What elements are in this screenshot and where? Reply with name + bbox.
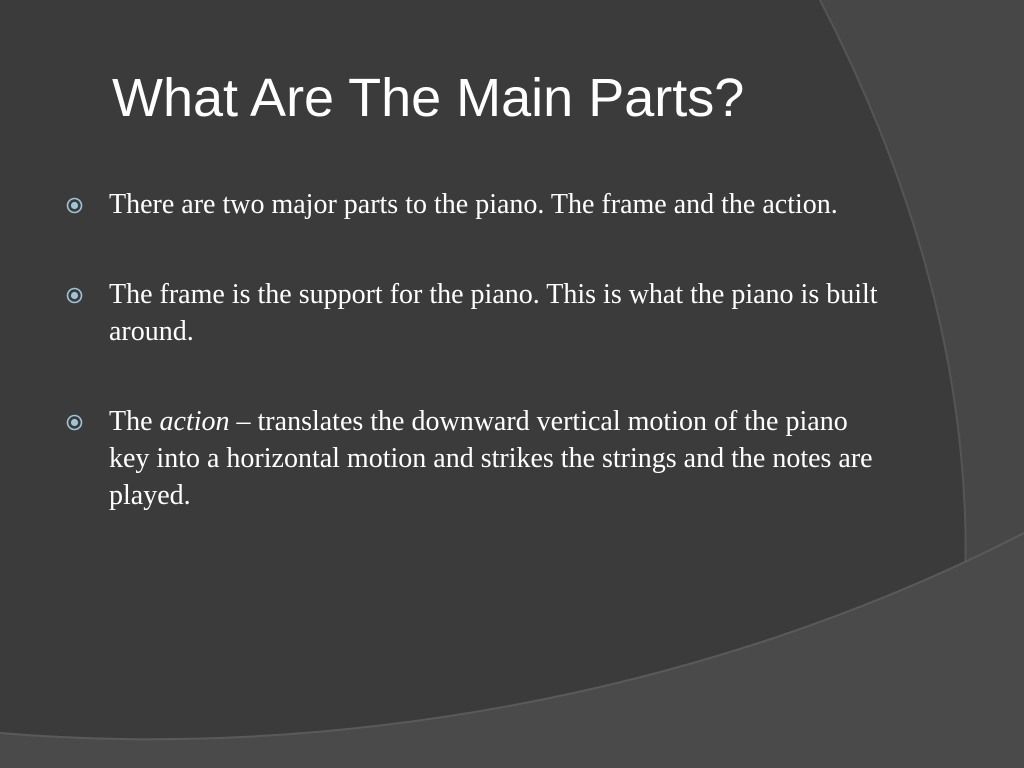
- bullet-text: The frame is the support for the piano. This is what the piano is built around.: [109, 279, 878, 347]
- bullet-emphasis: action: [159, 406, 230, 437]
- bullet-item: [62, 403, 882, 514]
- circle-dot-bullet-icon: [66, 414, 83, 431]
- bullet-text-suffix: – translates the downward vertical motion of the piano key into a horizontal motion and strikes the strings and the notes are played.: [109, 406, 873, 511]
- circle-dot-bullet-icon: [66, 287, 83, 304]
- bottom-swoosh: [0, 533, 1024, 768]
- circle-dot-bullet-icon: [66, 197, 83, 214]
- bullet-item: [62, 186, 882, 223]
- slide-title: What Are The Main Parts?: [112, 68, 745, 128]
- bullet-text-prefix: The: [109, 406, 160, 437]
- bullet-item: [62, 276, 882, 350]
- bullet-list: [62, 186, 882, 567]
- bullet-text: There are two major parts to the piano. The frame and the action.: [109, 189, 838, 220]
